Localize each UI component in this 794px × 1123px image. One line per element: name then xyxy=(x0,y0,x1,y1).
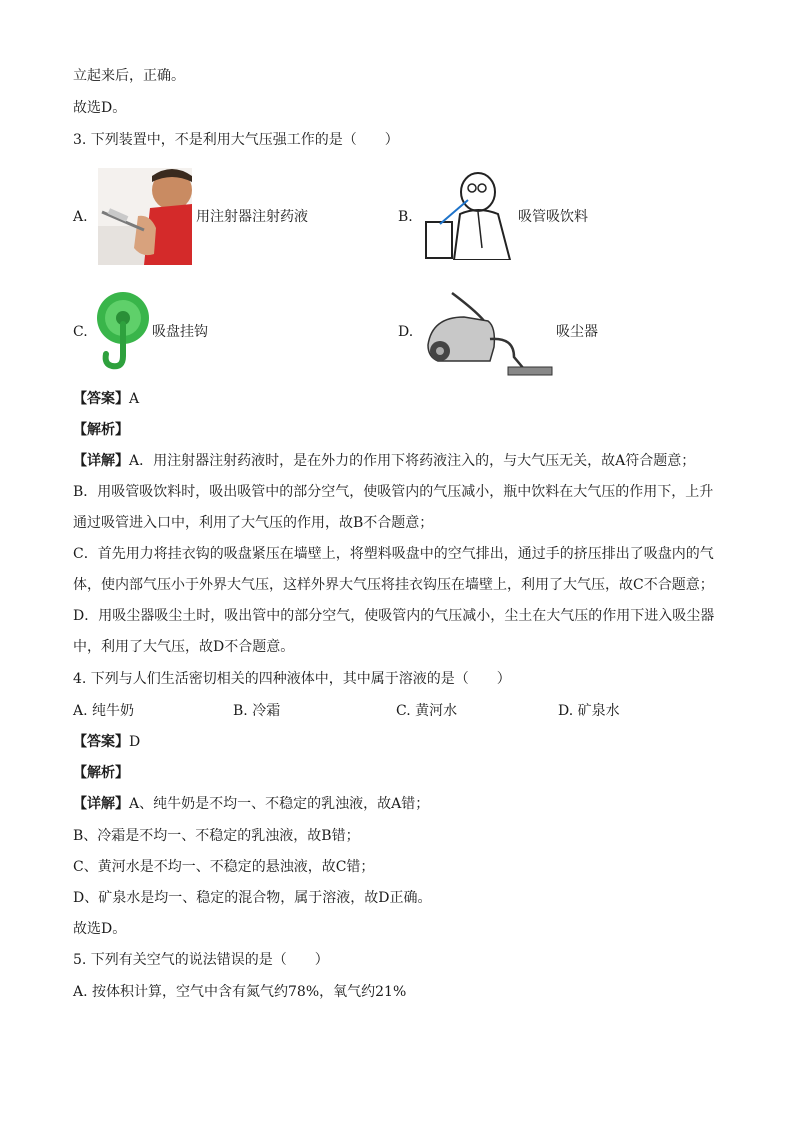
question-4-stem: 4. 下列与人们生活密切相关的四种液体中，其中属于溶液的是（ ） xyxy=(73,671,511,687)
detail-text: A．用注射器注射药液时，是在外力的作用下将药液注入的，与大气压无关，故A符合题意； xyxy=(129,453,696,469)
text-line: C、黄河水是不均一、不稳定的悬浊液，故C错； xyxy=(73,859,375,875)
detail-label: 【详解】 xyxy=(73,796,129,812)
text-line: B、冷霜是不均一、不稳定的乳浊液，故B错； xyxy=(73,828,360,844)
text-line: 故选D。 xyxy=(73,100,127,116)
option-a-text: 用注射器注射药液 xyxy=(196,209,308,225)
option-d-letter: D. xyxy=(398,324,414,340)
q4-option-d: D. 矿泉水 xyxy=(558,703,620,719)
option-c-letter: C. xyxy=(73,324,88,340)
answer-line xyxy=(73,389,139,409)
analysis-label: 【解析】 xyxy=(73,765,129,781)
answer-value: D xyxy=(129,734,141,750)
q5-option-a: A. 按体积计算，空气中含有氮气约78%，氧气约21% xyxy=(73,984,407,1000)
q4-option-c: C. 黄河水 xyxy=(396,703,458,719)
text-line: 故选D。 xyxy=(73,921,127,937)
option-b-letter: B. xyxy=(398,209,413,225)
text-line: D、矿泉水是均一、稳定的混合物，属于溶液，故D正确。 xyxy=(73,890,432,906)
detail-label: 【详解】 xyxy=(73,453,129,469)
text-line: B．用吸管吸饮料时，吸出吸管中的部分空气，使吸管内的气压减小，瓶中饮料在大气压的作用下，上升 xyxy=(73,484,714,500)
question-3-stem: 3. 下列装置中，不是利用大气压强工作的是（ ） xyxy=(73,132,399,148)
suction-hook-image xyxy=(94,288,152,372)
question-5-stem: 5. 下列有关空气的说法错误的是（ ） xyxy=(73,952,329,968)
text-line: 通过吸管进入口中，利用了大气压的作用，故B不合题意； xyxy=(73,515,434,531)
option-c-text: 吸盘挂钩 xyxy=(152,324,208,340)
syringe-injection-image xyxy=(98,168,192,265)
straw-drinking-image xyxy=(420,168,516,260)
detail-line xyxy=(73,794,429,814)
answer-value: A xyxy=(129,391,140,407)
option-d-text: 吸尘器 xyxy=(556,324,598,340)
answer-label: 【答案】 xyxy=(73,734,129,750)
analysis-label: 【解析】 xyxy=(73,422,129,438)
text-line: 立起来后，正确。 xyxy=(73,68,185,84)
text-line: C．首先用力将挂衣钩的吸盘紧压在墙壁上，将塑料吸盘中的空气排出，通过手的挤压排出了吸盘内的气 xyxy=(73,546,714,562)
q4-option-a: A. 纯牛奶 xyxy=(73,703,135,719)
text-line: D．用吸尘器吸尘土时，吸出管中的部分空气，使吸管内的气压减小，尘土在大气压的作用下进入吸尘器 xyxy=(73,608,715,624)
q4-option-b: B. 冷霜 xyxy=(233,703,281,719)
answer-line xyxy=(73,732,140,752)
option-b-text: 吸管吸饮料 xyxy=(518,209,588,225)
answer-label: 【答案】 xyxy=(73,391,129,407)
vacuum-cleaner-image xyxy=(424,287,554,379)
option-a-letter: A. xyxy=(73,209,88,225)
detail-line xyxy=(73,451,695,471)
text-line: 中，利用了大气压，故D不合题意。 xyxy=(73,639,295,655)
detail-text: A、纯牛奶是不均一、不稳定的乳浊液，故A错； xyxy=(129,796,430,812)
text-line: 体，使内部气压小于外界大气压，这样外界大气压将挂衣钩压在墙壁上，利用了大气压，故C不合题意； xyxy=(73,577,714,593)
